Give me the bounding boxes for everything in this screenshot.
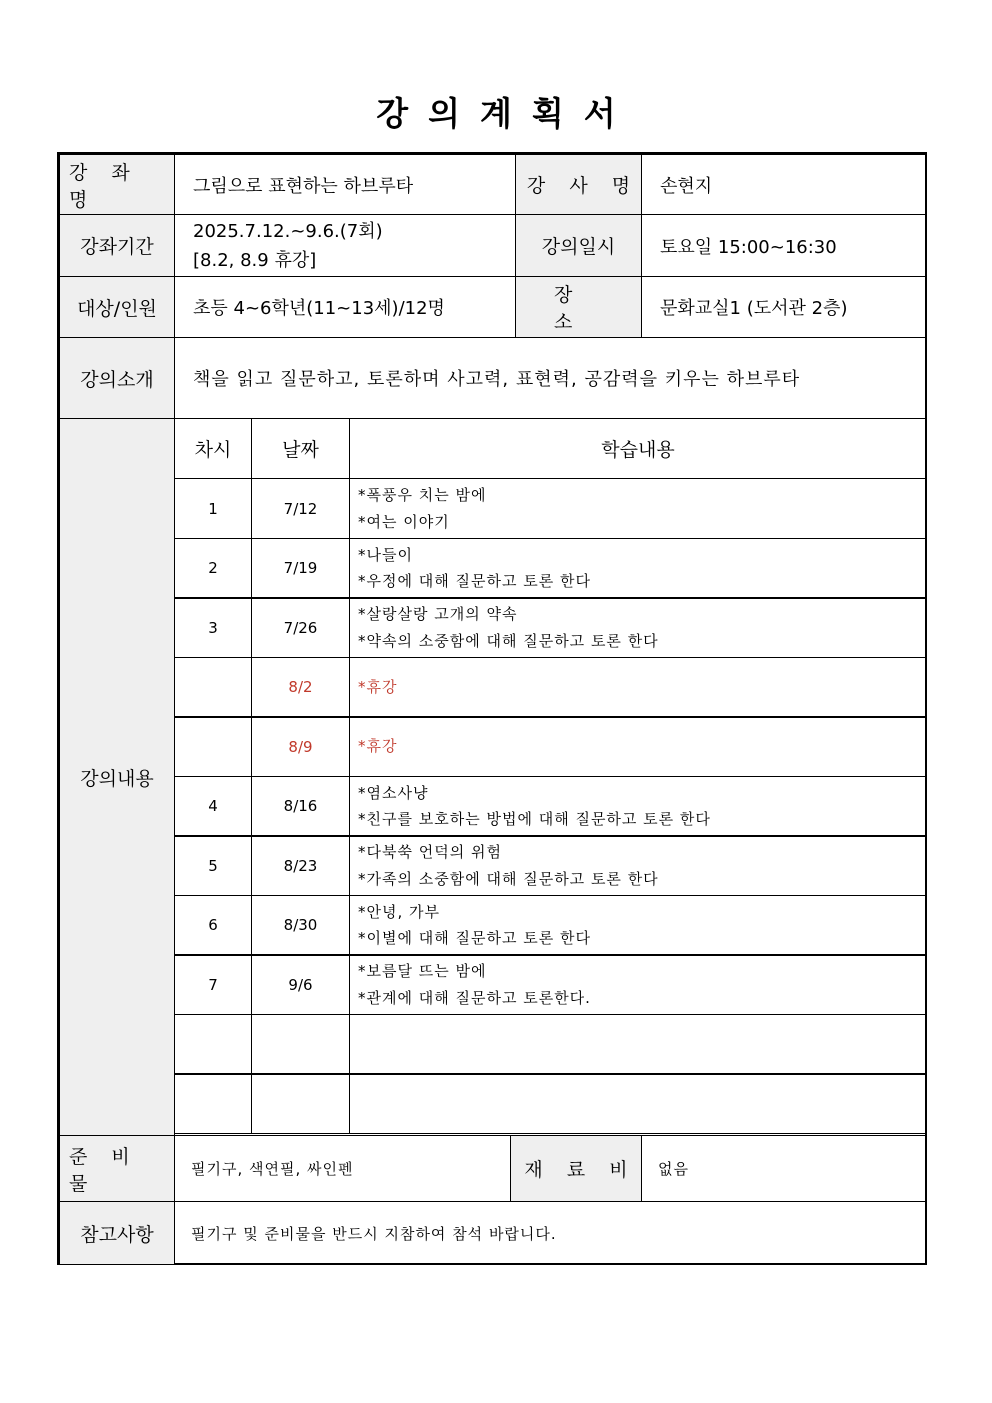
lesson-no: 2 xyxy=(174,538,252,599)
lesson-content xyxy=(349,478,927,539)
lesson-no: 7 xyxy=(174,954,252,1015)
lesson-no: 3 xyxy=(174,597,252,658)
lesson-content xyxy=(349,597,927,658)
lesson-date xyxy=(251,1014,350,1075)
intro-label: 강의소개 xyxy=(59,337,175,419)
intro-value: 책을 읽고 질문하고, 토론하며 사고력, 표현력, 공감력을 키우는 하브루타 xyxy=(174,337,927,419)
lesson-line-1: *살랑살랑 고개의 약속 xyxy=(358,605,518,623)
lesson-line-2: *친구를 보호하는 방법에 대해 질문하고 토론 한다 xyxy=(358,810,711,828)
lesson-line-2: *가족의 소중함에 대해 질문하고 토론 한다 xyxy=(358,869,659,888)
period-value xyxy=(174,214,516,277)
lesson-date: 7/19 xyxy=(251,538,350,599)
lesson-no xyxy=(174,657,252,718)
lesson-line-2: *관계에 대해 질문하고 토론한다. xyxy=(358,988,591,1007)
lesson-no: 5 xyxy=(174,835,252,896)
target-value: 초등 4~6학년(11~13세)/12명 xyxy=(174,276,516,338)
lesson-line-2: *이별에 대해 질문하고 토론 한다 xyxy=(358,929,591,947)
fee-label: 재 료 비 xyxy=(510,1135,642,1202)
col-header-content: 학습내용 xyxy=(349,418,927,479)
lesson-line-1: *휴강 xyxy=(358,677,398,696)
lesson-no xyxy=(174,716,252,777)
instructor-value: 손현지 xyxy=(641,154,927,215)
lesson-date: 8/23 xyxy=(251,835,350,896)
lesson-line-2: *여는 이야기 xyxy=(358,512,450,531)
col-header-date: 날짜 xyxy=(251,418,350,479)
lesson-date: 8/16 xyxy=(251,776,350,837)
period-line-2: [8.2, 8.9 휴강] xyxy=(193,249,317,271)
lesson-date: 9/6 xyxy=(251,954,350,1015)
lesson-date: 7/12 xyxy=(251,478,350,539)
lesson-date xyxy=(251,1073,350,1134)
lesson-date: 8/9 xyxy=(251,716,350,777)
lesson-no xyxy=(174,1073,252,1134)
lesson-date: 7/26 xyxy=(251,597,350,658)
lesson-no: 1 xyxy=(174,478,252,539)
lesson-line-1: *휴강 xyxy=(358,737,398,756)
lesson-line-1: *나들이 xyxy=(358,545,413,564)
instructor-label: 강 사 명 xyxy=(515,154,642,215)
schedule-label: 강의일시 xyxy=(515,214,642,277)
lesson-line-2: *우정에 대해 질문하고 토론 한다 xyxy=(358,572,591,590)
lesson-content xyxy=(349,954,927,1015)
lesson-line-1: *보름달 뜨는 밤에 xyxy=(358,962,487,980)
lesson-no xyxy=(174,1014,252,1075)
lesson-line-1: *안녕, 가부 xyxy=(358,902,440,921)
lesson-content xyxy=(349,657,927,718)
fee-value: 없음 xyxy=(641,1135,927,1202)
lesson-date: 8/2 xyxy=(251,657,350,718)
place-label: 장 소 xyxy=(515,276,642,338)
lesson-line-1: *염소사냥 xyxy=(358,783,429,802)
place-value: 문화교실1 (도서관 2층) xyxy=(641,276,927,338)
period-label: 강좌기간 xyxy=(59,214,175,277)
lesson-line-1: *다북쑥 언덕의 위험 xyxy=(358,843,502,861)
lesson-content xyxy=(349,1014,927,1075)
lesson-date: 8/30 xyxy=(251,895,350,956)
lesson-line-2: *약속의 소중함에 대해 질문하고 토론 한다 xyxy=(358,631,659,650)
course-value: 그림으로 표현하는 하브루타 xyxy=(174,154,516,215)
lesson-content xyxy=(349,538,927,599)
lesson-no: 6 xyxy=(174,895,252,956)
notes-label: 참고사항 xyxy=(59,1201,175,1265)
lesson-content xyxy=(349,1073,927,1134)
lesson-content xyxy=(349,895,927,956)
course-label: 강 좌 명 xyxy=(59,154,175,215)
lesson-content xyxy=(349,835,927,896)
lessons-label: 강의내용 xyxy=(59,418,175,1136)
materials-label: 준 비 물 xyxy=(59,1135,175,1202)
lesson-no: 4 xyxy=(174,776,252,837)
page-title: 강의계획서 xyxy=(376,94,636,133)
materials-value: 필기구, 색연필, 싸인펜 xyxy=(174,1135,511,1202)
target-label: 대상/인원 xyxy=(59,276,175,338)
lesson-content xyxy=(349,716,927,777)
lesson-line-1: *폭풍우 치는 밤에 xyxy=(358,486,487,504)
lesson-content xyxy=(349,776,927,837)
plan-table xyxy=(57,152,927,1265)
notes-value: 필기구 및 준비물을 반드시 지참하여 참석 바랍니다. xyxy=(174,1201,927,1265)
col-header-no: 차시 xyxy=(174,418,252,479)
schedule-value: 토요일 15:00~16:30 xyxy=(641,214,927,277)
period-line-1: 2025.7.12.~9.6.(7회) xyxy=(193,220,383,242)
